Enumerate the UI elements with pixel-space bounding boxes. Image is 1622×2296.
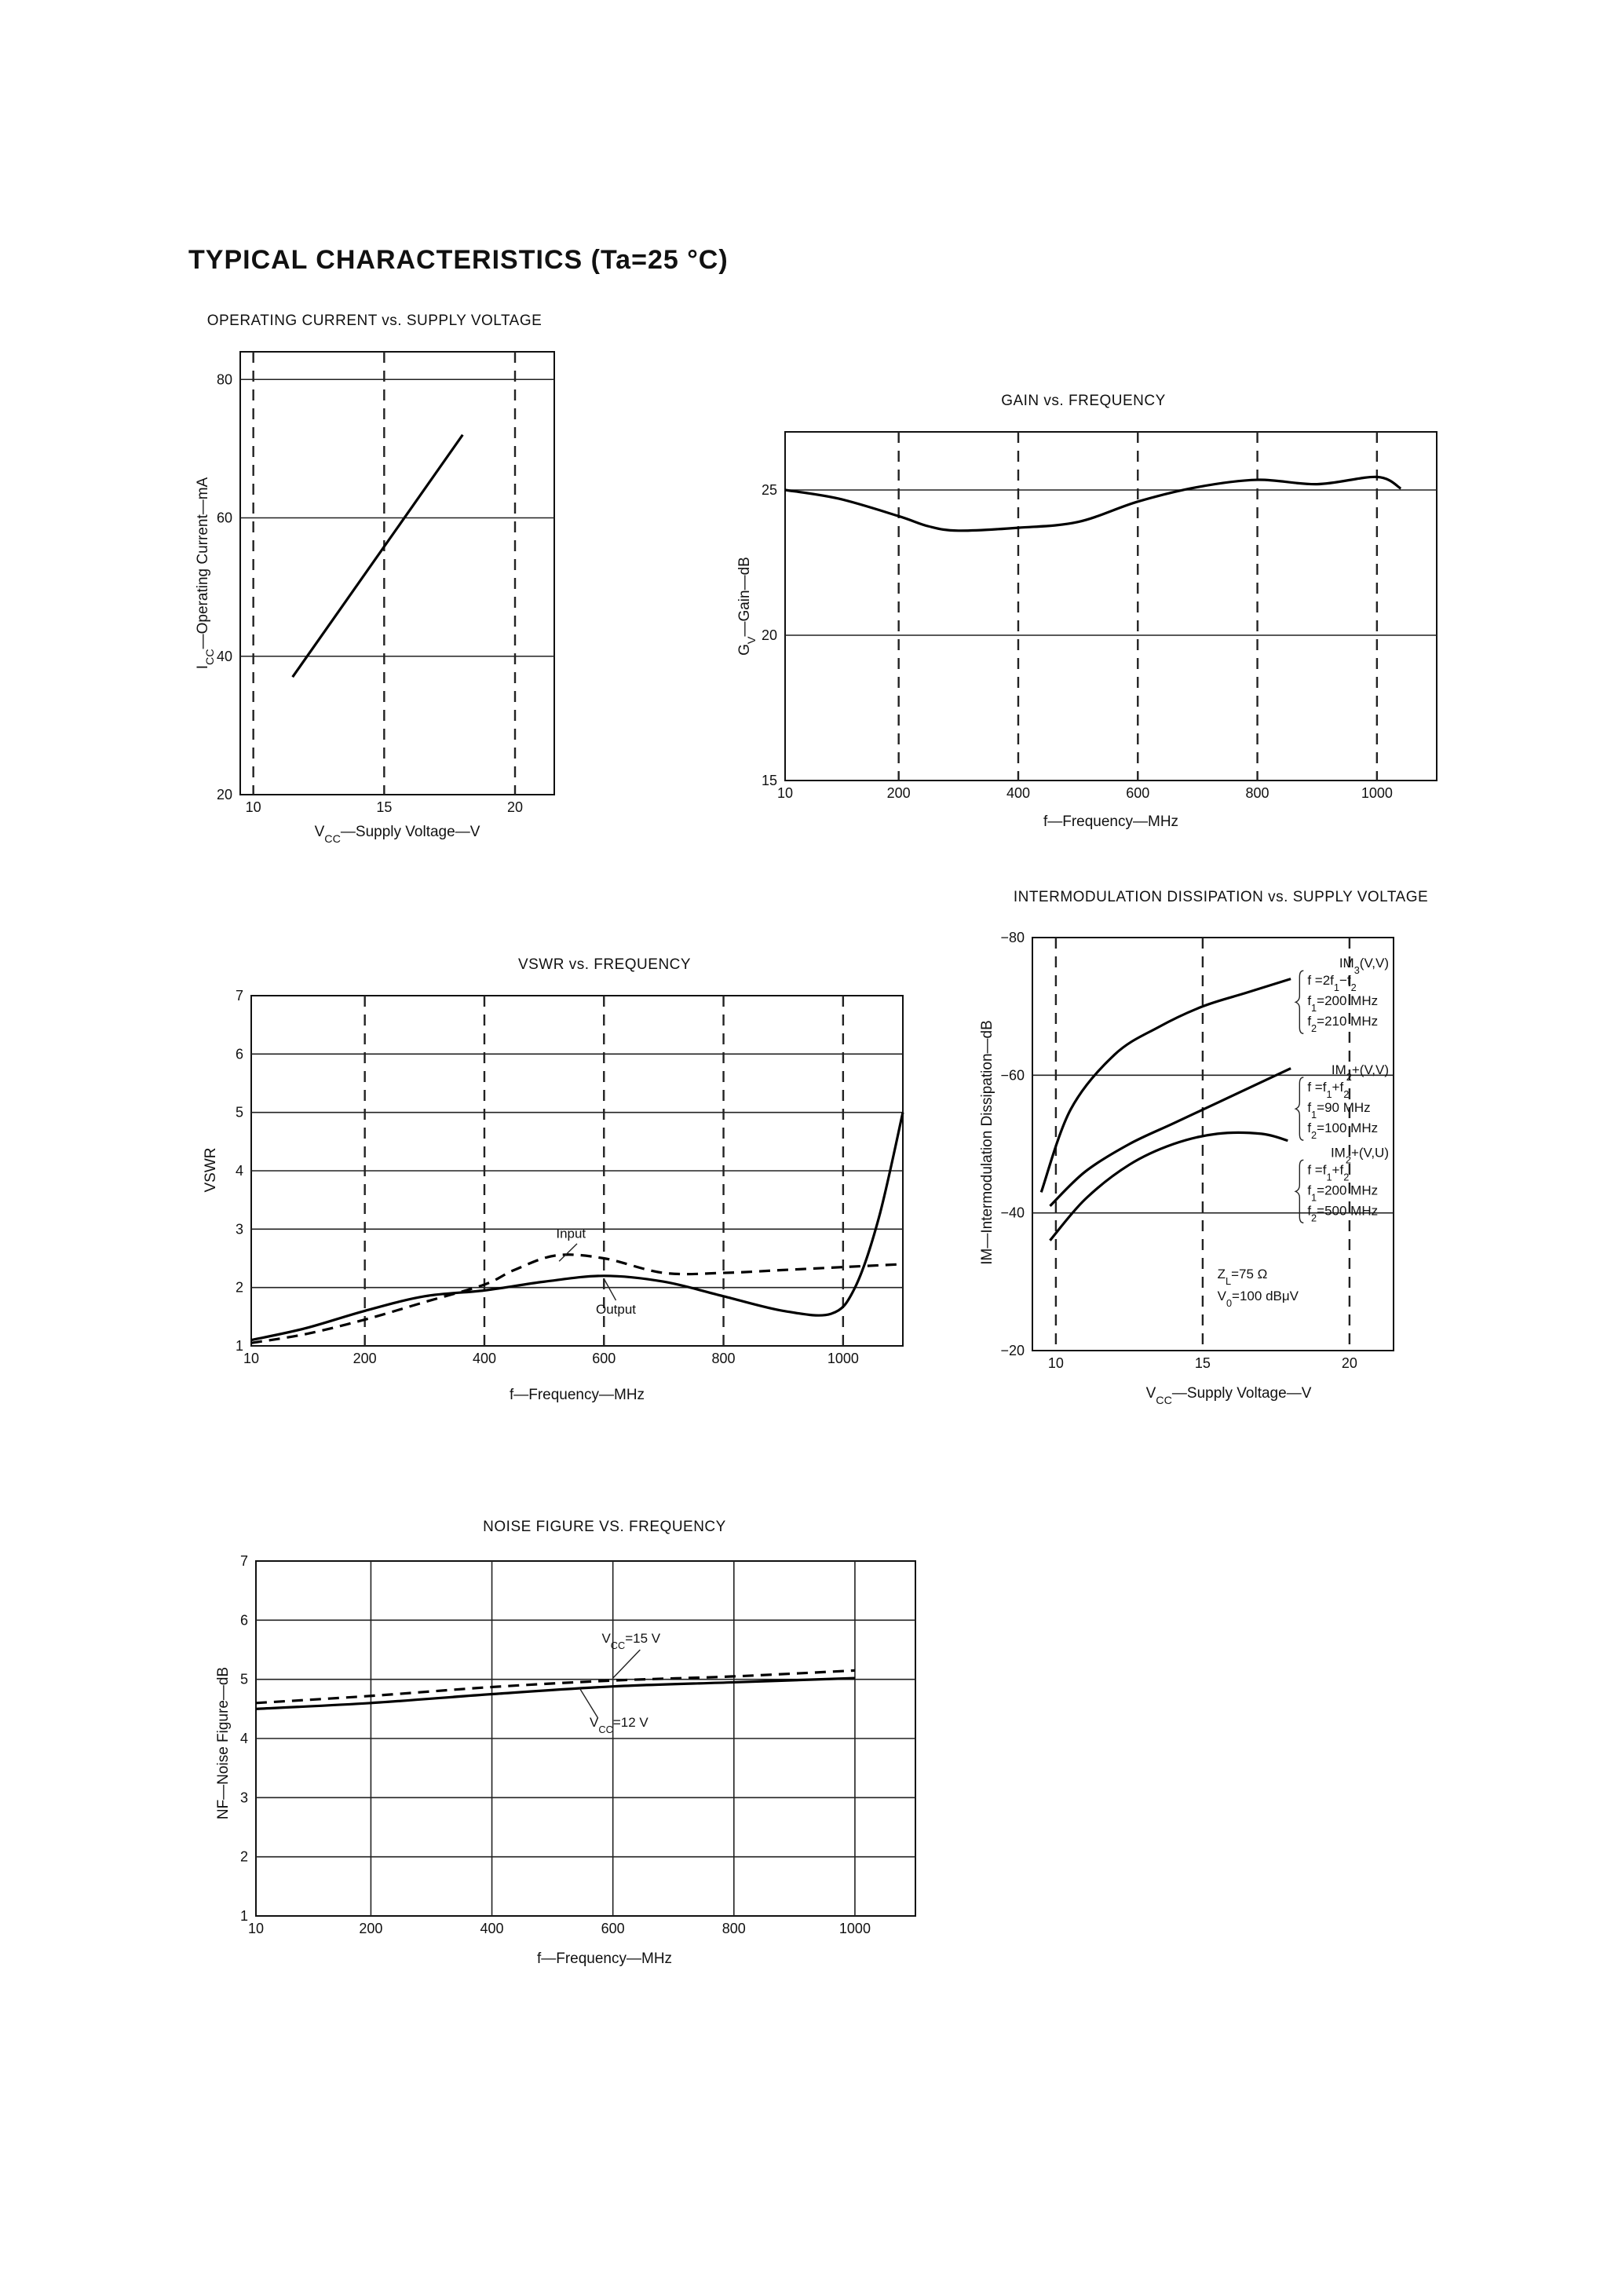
plot-area [762, 432, 1437, 801]
x-axis-label: f—Frequency—MHz [536, 1951, 673, 1967]
x-tick-label: 1000 [838, 1921, 871, 1936]
x-tick-label: 10 [1047, 1355, 1064, 1371]
x-tick-label: 800 [1245, 785, 1269, 801]
legend-series-name: $IM_3(V,V)$ [1339, 956, 1389, 976]
vcc12-leader [579, 1688, 597, 1718]
legend-condition: $f_2=210$ MHz [1307, 1014, 1379, 1034]
x-tick-label: 600 [592, 1351, 616, 1366]
x-tick-label: 20 [1341, 1355, 1357, 1371]
x-tick-label: 15 [1194, 1355, 1211, 1371]
series-line-vcc-15-v [256, 1670, 855, 1702]
x-axis-label: $V_{CC}—Supply$ Voltage—V [1145, 1385, 1312, 1407]
series-line-vcc-12-v [256, 1678, 855, 1709]
legend-condition: $f =f_1+f_2$ [1307, 1080, 1350, 1100]
x-tick-label: 400 [472, 1351, 496, 1366]
legend-condition: $f =f_1+f_2$ [1307, 1162, 1350, 1183]
x-tick-label: 200 [886, 785, 911, 801]
x-tick-label: 10 [245, 799, 261, 815]
y-tick-label: −40 [1000, 1205, 1025, 1221]
x-tick-label: 20 [506, 799, 524, 815]
x-axis-label: f—Frequency—MHz [1043, 813, 1179, 830]
legend-condition: $f_1=90$ MHz [1307, 1100, 1371, 1121]
y-tick-label: 60 [216, 510, 232, 526]
legend-series-name: $IM_2+(V,V)$ [1331, 1062, 1389, 1083]
x-tick-label: 1000 [827, 1351, 859, 1366]
intermodulation-chart [970, 879, 1472, 1413]
output-label: Output [595, 1302, 637, 1318]
y-axis-label: VSWR [203, 1147, 219, 1193]
grid [256, 1561, 915, 1916]
x-tick-label: 600 [601, 1921, 625, 1936]
y-tick-label: 15 [761, 773, 777, 788]
y-tick-label: −80 [1000, 930, 1025, 945]
x-tick-label: 1000 [1361, 785, 1393, 801]
y-tick-label: 2 [235, 1279, 243, 1296]
grid [785, 432, 1437, 781]
legend-brace [1295, 1077, 1303, 1140]
chart-title: NOISE FIGURE VS. FREQUENCY [483, 1519, 726, 1535]
plot-area [217, 352, 554, 815]
y-tick-label: 5 [235, 1104, 243, 1121]
legend-condition: $f_2=500$ MHz [1307, 1203, 1379, 1223]
y-tick-label: 7 [239, 1553, 248, 1569]
vcc15-label: $V_{CC}=15$ V [601, 1630, 661, 1651]
y-tick-label: 20 [761, 627, 777, 643]
legend-brace [1295, 971, 1303, 1033]
grid [251, 996, 903, 1346]
x-tick-label: 10 [776, 785, 794, 801]
x-tick-label: 200 [359, 1921, 383, 1936]
y-tick-label: 4 [235, 1163, 243, 1179]
series-line-im2-v-v- [1050, 1069, 1291, 1206]
operating-current-chart [188, 306, 628, 856]
x-tick-label: 400 [480, 1921, 504, 1936]
y-tick-label: 1 [235, 1338, 243, 1354]
vcc15-leader [613, 1650, 641, 1678]
y-tick-label: 7 [235, 988, 243, 1004]
page-title: TYPICAL CHARACTERISTICS (Ta=25 °C) [188, 245, 729, 275]
y-tick-label: −20 [1000, 1343, 1025, 1358]
x-axis-label: f—Frequency—MHz [509, 1387, 645, 1403]
legend-condition: $f_2=100$ MHz [1307, 1121, 1379, 1141]
series-line-gain [785, 477, 1401, 531]
chart-title: INTERMODULATION DISSIPATION vs. SUPPLY VOLTAGE [1013, 889, 1429, 905]
x-tick-label: 15 [376, 799, 393, 815]
grid [240, 352, 554, 795]
y-tick-label: 25 [761, 482, 777, 498]
condition-text: $V_0=100$ dBμV [1217, 1288, 1299, 1309]
y-tick-label: 4 [239, 1731, 248, 1746]
y-tick-label: 3 [239, 1790, 248, 1806]
y-axis-label: NF—Noise Figure—dB [215, 1666, 232, 1820]
chart-title: VSWR vs. FREQUENCY [517, 956, 692, 973]
vswr-chart [188, 950, 926, 1413]
y-tick-label: −60 [1000, 1067, 1025, 1084]
x-tick-label: 800 [721, 1921, 746, 1936]
x-axis-label: $V_{CC}—Supply$ Voltage—V [314, 824, 480, 846]
y-tick-label: 2 [239, 1848, 248, 1865]
chart-title: GAIN vs. FREQUENCY [1001, 393, 1166, 409]
plot-area [1000, 930, 1394, 1371]
x-tick-label: 400 [1006, 785, 1030, 801]
input-leader [559, 1244, 577, 1261]
legend-condition: $f_1=200$ MHz [1307, 1183, 1379, 1203]
input-label: Input [556, 1226, 586, 1241]
plot-area [240, 1553, 915, 1936]
y-axis-label: $G_V—Gain—dB$ [736, 557, 758, 656]
plot-area [236, 988, 903, 1366]
series-line-input [251, 1255, 903, 1343]
y-axis-label: IM—Intermodulation Dissipation—dB [979, 1020, 995, 1265]
y-tick-label: 5 [239, 1671, 248, 1687]
legend-condition: $f_1=200$ MHz [1307, 993, 1379, 1014]
condition-text: $Z_L=75$ Ω [1217, 1266, 1268, 1287]
y-tick-label: 3 [235, 1221, 243, 1238]
x-tick-label: 600 [1126, 785, 1150, 801]
y-tick-label: 20 [216, 787, 232, 803]
x-tick-label: 10 [243, 1351, 260, 1366]
legend-condition: $f =2f_1-f_2$ [1307, 973, 1357, 993]
legend-series-name: $IM_2+(V,U)$ [1330, 1145, 1389, 1165]
gain-chart [730, 386, 1484, 842]
series-line-icc [293, 435, 463, 677]
y-tick-label: 6 [239, 1612, 248, 1629]
y-tick-label: 1 [239, 1908, 248, 1924]
y-axis-label: $I_{CC}—Operating$ Current—mA [195, 477, 217, 670]
output-leader [604, 1279, 616, 1301]
x-tick-label: 200 [353, 1351, 377, 1366]
y-tick-label: 40 [216, 648, 232, 664]
noise-figure-chart [196, 1508, 926, 1979]
x-tick-label: 10 [247, 1921, 265, 1936]
x-tick-label: 800 [711, 1351, 736, 1366]
series-line-im2-v-u- [1050, 1132, 1288, 1240]
y-tick-label: 6 [235, 1046, 243, 1062]
vcc12-label: $V_{CC}=12$ V [590, 1714, 648, 1735]
y-tick-label: 80 [216, 371, 232, 388]
chart-title: OPERATING CURRENT vs. SUPPLY VOLTAGE [206, 313, 542, 329]
